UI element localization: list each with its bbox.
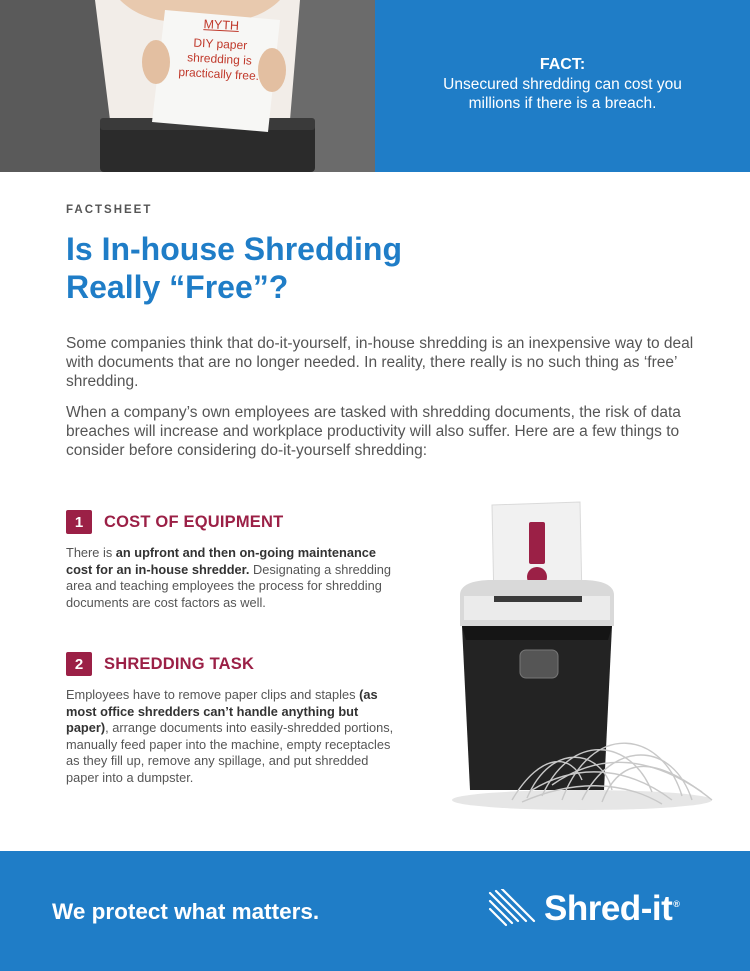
section-cost-of-equipment <box>66 509 396 611</box>
section-header <box>66 651 396 677</box>
body-text: There is <box>66 545 116 560</box>
section-title: SHREDDING TASK <box>104 654 255 673</box>
title-line-2: Really “Free”? <box>66 269 289 305</box>
body-text: , arrange documents into easily-shredded portions, manually feed paper into the machine, empty receptacles as they fill up, remove any spillage, and put shredded paper into a dumpster. <box>66 720 394 785</box>
page-title <box>66 230 566 306</box>
fact-label: FACT: <box>539 56 586 73</box>
section-number: 2 <box>66 652 92 676</box>
intro-paragraph-2: When a company’s own employees are tasked with shredding documents, the risk of data breaches will increase and workplace productivity will also suffer. Here are a few things to consider before considering do-it-yourself shredding: <box>66 404 681 459</box>
brand-name <box>544 889 679 929</box>
intro-text <box>66 334 696 472</box>
document-type-label: FACTSHEET <box>66 204 153 216</box>
body-text: Designating a shredding area and teaching employees the process for shredding documents are cost factors as well. <box>66 561 392 610</box>
tagline: We protect what matters. <box>52 899 320 924</box>
myth-note <box>166 15 273 84</box>
brand-name-text: Shred-it <box>544 889 673 928</box>
body-text: Employees have to remove paper clips and staples <box>66 687 360 702</box>
brand-logo <box>488 889 679 929</box>
section-title: COST OF EQUIPMENT <box>104 512 284 531</box>
shredder-illustration <box>432 500 722 820</box>
shred-stripes-icon <box>488 889 536 929</box>
fact-panel <box>375 0 750 172</box>
title-line-1: Is In-house Shredding <box>66 231 403 267</box>
intro-paragraph-1: Some companies think that do-it-yourself, in-house shredding is an inexpensive way to deal with documents that are no longer needed. In reality, there really is no such thing as ‘free’ shredding. <box>66 335 694 390</box>
myth-text: DIY paper shredding is practically free. <box>178 35 260 84</box>
section-header <box>66 509 396 535</box>
section-shredding-task <box>66 651 396 786</box>
section-body <box>66 687 396 786</box>
footer-banner <box>0 851 750 971</box>
hero-photo <box>0 0 375 172</box>
section-body <box>66 545 396 611</box>
section-number: 1 <box>66 510 92 534</box>
fact-text: Unsecured shredding can cost you millions if there is a breach. <box>443 76 682 112</box>
exclamation-icon <box>529 522 545 564</box>
hero-banner <box>0 0 750 172</box>
body-emphasis: an upfront and then on-going maintenance cost for an in-house shredder. <box>66 545 376 577</box>
myth-label: MYTH <box>203 17 240 33</box>
registered-mark: ® <box>673 899 680 910</box>
body-emphasis: (as most office shredders can’t handle anything but paper) <box>66 687 378 735</box>
